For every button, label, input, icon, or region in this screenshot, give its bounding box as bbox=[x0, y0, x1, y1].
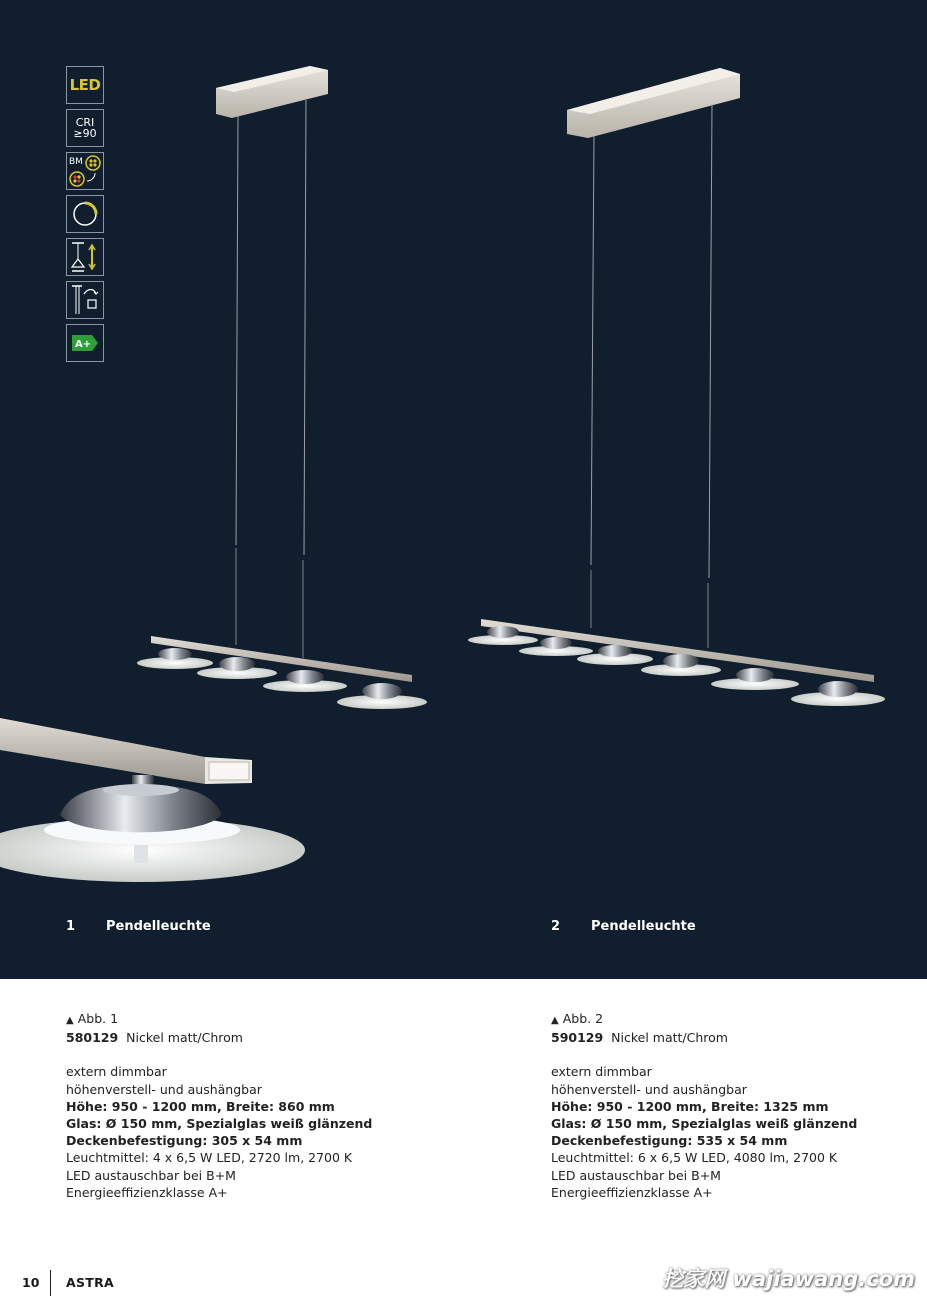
adjustability: höhenverstell- und aushängbar bbox=[66, 1081, 262, 1097]
dimensions: Höhe: 950 - 1200 mm, Breite: 1325 mm bbox=[551, 1098, 829, 1114]
product-spec-2 bbox=[551, 1010, 857, 1201]
energy-class: Energieeffizienzklasse A+ bbox=[551, 1184, 713, 1200]
glass-spec: Glas: Ø 150 mm, Spezialglas weiß glänzend bbox=[66, 1116, 373, 1132]
led-exchangeable: LED austauschbar bei B+M bbox=[551, 1167, 721, 1183]
bulbs: Leuchtmittel: 6 x 6,5 W LED, 4080 lm, 2700 K bbox=[551, 1150, 838, 1166]
article-line bbox=[551, 1029, 857, 1046]
product-spec-1 bbox=[66, 1010, 372, 1201]
watermark: 挖家网 wajiawang.com bbox=[662, 1267, 915, 1291]
article-line bbox=[66, 1029, 372, 1046]
caption-title: Pendelleuchte bbox=[591, 919, 696, 934]
bm-exchangeable-icon bbox=[66, 152, 104, 190]
triangle-up-icon: ▲ bbox=[66, 1015, 74, 1026]
energy-class: Energieeffizienzklasse A+ bbox=[66, 1184, 228, 1200]
led-label: LED bbox=[69, 75, 101, 94]
finish: Nickel matt/Chrom bbox=[126, 1030, 243, 1046]
hangable-icon bbox=[66, 281, 104, 319]
lamp-1 bbox=[137, 66, 427, 709]
figure-ref-text: Abb. 2 bbox=[562, 1011, 604, 1026]
led-icon bbox=[66, 66, 104, 104]
energy-class-label: A+ bbox=[75, 339, 92, 350]
caption-number: 1 bbox=[66, 919, 76, 934]
dimming: extern dimmbar bbox=[551, 1064, 652, 1080]
footer-divider bbox=[50, 1270, 51, 1296]
figure-ref-text: Abb. 1 bbox=[77, 1011, 119, 1026]
dimming: extern dimmbar bbox=[66, 1064, 167, 1080]
cri-value: ≥90 bbox=[73, 127, 97, 140]
detail-closeup bbox=[0, 718, 305, 882]
cri-label: CRI bbox=[75, 116, 95, 129]
bm-symbol bbox=[67, 153, 103, 189]
lamp-2 bbox=[468, 68, 885, 706]
bm-label: BM bbox=[69, 157, 83, 167]
brand-name: ASTRA bbox=[66, 1275, 115, 1290]
adjustability: höhenverstell- und aushängbar bbox=[551, 1081, 747, 1097]
dimensions: Höhe: 950 - 1200 mm, Breite: 860 mm bbox=[66, 1098, 335, 1114]
caption-title: Pendelleuchte bbox=[106, 919, 211, 934]
article-number: 590129 bbox=[551, 1030, 604, 1046]
figure-ref bbox=[66, 1010, 372, 1029]
finish: Nickel matt/Chrom bbox=[611, 1030, 728, 1046]
article-number: 580129 bbox=[66, 1030, 119, 1046]
bulbs: Leuchtmittel: 4 x 6,5 W LED, 2720 lm, 2700 K bbox=[66, 1150, 353, 1166]
glass-spec: Glas: Ø 150 mm, Spezialglas weiß glänzend bbox=[551, 1116, 858, 1132]
caption-number: 2 bbox=[551, 919, 561, 934]
caption-2 bbox=[551, 919, 696, 934]
feature-icons bbox=[66, 66, 106, 367]
energy-class-icon bbox=[66, 324, 104, 362]
led-exchangeable: LED austauschbar bei B+M bbox=[66, 1167, 236, 1183]
dimmer-icon bbox=[66, 195, 104, 233]
height-adjustable-icon bbox=[66, 238, 104, 276]
triangle-up-icon: ▲ bbox=[551, 1015, 559, 1026]
ceiling-mount: Deckenbefestigung: 535 x 54 mm bbox=[551, 1133, 788, 1149]
ceiling-mount: Deckenbefestigung: 305 x 54 mm bbox=[66, 1133, 303, 1149]
page-number: 10 bbox=[22, 1275, 40, 1290]
figure-ref bbox=[551, 1010, 857, 1029]
caption-1 bbox=[66, 919, 211, 934]
cri-icon bbox=[66, 109, 104, 147]
